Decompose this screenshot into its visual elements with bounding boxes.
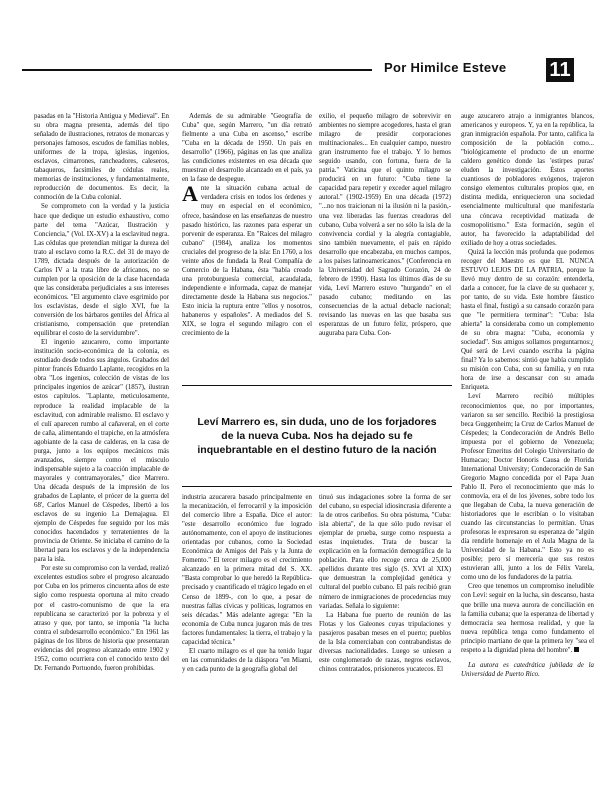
paragraph: El cuarto milagro es el que ha tenido lugar en las comunidades de la diáspora "en Miami, y en cada punto de la geografía global del — [182, 647, 312, 673]
paragraph: El ingenio azucarero, como importante institución socio-económica de la colonia, es estudiado desde todos sus ángulos. Grabados del pintor francés Eduardo Laplante, recogidos en la obra "Los ingenios, colección de vistas de los principales ingenios de azúcar" (1857), ilustran estos capítulos. "Laplante, meticulosamente, reproduce la realidad implacable de la esclavitud, con admirable realismo. El esclavo y el culí aparecen rumbo al cañaveral, en el corte de caña, alimentando el trapiche, en la atmósfera agobiante de la casa de calderas, en la casa de purga, junto a los equipos mecánicos más avanzados, siempre como el músculo indispensable sujeto a la coacción implacable de mayorales y contramayorales," dice Marrero. Una década después de la impresión de los grabados de Laplante, el prócer de la guerra del 68', Carlos Manuel de Céspedes, libertó a los esclavos de su ingenio La Demajagua. El ejemplo de Céspedes fue seguido por los más conocidos hacendados y terratenientes de la provincia de Oriente. Se iniciaba el camino de la libertad para los esclavos y de la independencia para la isla. — [34, 339, 169, 564]
paragraph: auge azucarero atrajo a inmigrantes blancos, americanos y europeos. Y, ya en la república, la gran inmigración española. Por tanto, califica la composición de la población como... "biológicamente el producto de un enorme caldero genético donde las 'estirpes puras' eluden la investigación. Éstos aportes cuantiosos de pobladores exógenos, trajeron consigo elementos culturales propios que, en distinta medida, enriquecieron una sociedad esencialmente multicultural que manifestaría una cóncava receptividad matizada de cosmopolitismo." Esta formación, según el autor, ha favorecido la adaptabilidad del exiliado de hoy a otras sociedades. — [461, 113, 594, 247]
paragraph-with-dropcap — [182, 181, 312, 338]
page-number: 11 — [546, 58, 574, 82]
column-1 — [34, 112, 169, 752]
paragraph: Quizá la lección más profunda que podemos recoger del Maestro es que EL NUNCA ESTUVO LEJOS DE LA PATRIA, porque la llevó muy dentro de su corazón: entenderla, darla a conocer, fue la clave de su quehacer y, por tanto, de su vida. Este hombre fáustico hasta el final, fustigó a su cansado corazón para que "le permitiera terminar": "Cuba: Isla abierta" la consideraba como un complemento de su obra magna: "Cuba, economía y sociedad". Sus amigos sollamos preguntarnos:¿ Qué será de Levi cuando escriba la página final? Ya lo sabemos: sintió que había cumplido su misión con Cuba, con su familia, y en ruta hora de irse a descansar con su amada Enriqueta. — [461, 248, 594, 392]
paragraph-text: nte la situación cubana actual de verdadera crisis en todos los órdenes y muy en especial en el económico, ofrece, basándose en las enseñanzas de nuestro pasado histórico, las razones para esperar un porvenir de esperanza. En "Raíces del milagro cubano" (1984), analiza los momentos cruciales del progreso de la isla: En 1760, a los veinte años de fundada la Real Compañía de Comercio de la Habana, ésta "había creado una protoburguesía comercial, acaudalada, independiente e informada, capaz de manejar directamente desde la Habana sus negocios." Esto inicia la ruptura entre "ellos y nosotros, habaneros y españoles". A mediados del S. XIX, se logra el segundo milagro con el crecimiento de la — [182, 185, 312, 338]
column-3-top — [319, 112, 451, 380]
paragraph — [461, 582, 594, 654]
column-3-bottom — [319, 493, 451, 755]
page-header — [0, 58, 603, 84]
paragraph: exilio, el pequeño milagro de sobrevivir en ambientes no siempre acogedores, hasta el gran milagro de presidir corporaciones multinacionales... En cualquier campo, nuestro gran instrumento fue el trabajo. Y lo hemos seguido usando, con fortuna, fuera de la patria." Vaticina que el quinto milagro se producirá en un futuro: "Cuba tiene la capacidad para repetir y exceder aquel milagro autoral." (1902-1959) En una década (1972) "...no nos traicionan ni la ilusión ni la pasión,- una vez liberadas las fuerzas creadoras del cubano, Cuba volverá a ser no sólo la isla de la convivencia cordial y la alegría contagiable, sino también nuevamente, el país en rápido desarrollo que encabezaba, en muchos campos, a los países latinoamericanos." (Conferencia en la Universidad del Sagrado Corazón, 24 de febrero de 1990). Hasta los últimos días de su vida, Leví Marrero estuvo "hurgando" en el pasado cubano; meditando en las consecuencias de la actual debacle nacional; revisando las nuevas en las que basaba sus esperanzas de un futuro feliz, próspero, que auguraba para Cuba. Con- — [319, 113, 451, 338]
paragraph: Por este su compromiso con la verdad, realizó excelentes estudios sobre el progreso alcanzado por Cuba en los primeros cincuenta años de este siglo como respuesta oportuna al mito creado por el castro-comunismo de que la era republicana se caracterizó por la pobreza y el atraso y que, por tanto, se imponía "la lucha contra el subdesarrollo económico." En 1961 las páginas de los libros de historia que presentaran evidencias del progreso alcanzado entre 1902 y 1952, como ocurriera con el conocido texto del Dr. Fernando Portuondo, fueron prohibidas. — [34, 565, 169, 672]
header-rule — [22, 69, 372, 71]
paragraph: La Habana fue puerto de reunión de las Flotas y los Galeones cuyas tripulaciones y pasajeros pasaban meses en el puerto; pueblos de la Isla comerciaban con contrabandistas de diversas nacionalidades. Luego se uniesen a este conglomerado de razas, negros esclavos, chinos contratados, prisioneros yucatecos. El — [319, 611, 451, 673]
pull-quote — [182, 385, 452, 487]
paragraph: Además de su admirable "Geografía de Cuba" que, según Marrero, "un día retrató fielmente a una Cuba en ascenso," escribe "Cuba en la década de 1950. Un país en desarrollo" (1966), páginas en las que analiza las condiciones existentes en esa década que muestran el desarrollo alcanzado en el país, ya en la fase de despegue. — [182, 113, 312, 184]
drop-cap: A — [182, 181, 198, 207]
column-2-top — [182, 112, 312, 380]
column-2-bottom — [182, 493, 312, 755]
column-4 — [461, 112, 594, 752]
paragraph: industria azucarera basado principalmente en la mecanización, el ferrocarril y la imposición del comercio libre a España. Dice el autor: "este desarrollo económico fue logrado autónomamente, con el apoyo de instituciones orientadas por cubanos, como la Sociedad Económica de Amigos del País y la Junta de Fomento." El tercer milagro es el crecimiento alcanzado en la primera mitad del S. XX. "Basta comprobar lo que heredó la República-precisado y cuantificado el trágico legado en el Censo de 1899-, con lo que, a pesar de nuestras fallas cívicas y políticas, logramos en seis décadas." Más adelante agrega: "En la economía de Cuba nunca jugaron más de tres factores fundamentales: la tierra, el trabajo y la capacidad técnica." — [182, 494, 312, 646]
paragraph: Leví Marrero recibió múltiples reconocimientos que, no por importantes, variaron su ser sencillo. Recibió la prestigiosa beca Guggenheim; la Cruz de Carlos Manuel de Céspedes; la Condecoración de Andrés Bello impuesta por el gobierno de Venezuela; Profesor Emeritus del Colegio Universitario de Humacao; Doctor Honoris Causa de Florida International University; Condecoración de San Gregorio Magno concedida por el Papa Juan Pablo II. Pero el reconocimiento que más lo conmovía, era el de los jóvenes, sobre todo los que llegaban de Cuba, la nueva generación de historiadores que le escribían o lo visitaban cuando las circunstancias lo permitían. Unas profesoras le expresaron su esperanza de "algún día rendirle homenaje en el Aula Magna de la Universidad de la Habana." Esto ya no es posible; pero sí merecería que sus restos estuvieran allí, junto a los de Félix Varela, como uno de los fundadores de la patria. — [461, 393, 594, 582]
paragraph: pasadas en la "Historia Antigua y Medieval". En su obra magna presenta, además del tipo señalado de ilustraciones, retratos de monarcas y personajes famosos, escudos de familias nobles, uniformes de la tropa, iglesias, ingenios, esclavos, cimarrones, rancheadores, caleseros, tabaqueros, facsímiles de cédulas reales, memorias de instituciones, y fundamentalmente, reproducción de documentos. Es decir, la conmoción de la Cuba colonial. — [34, 113, 169, 202]
author-note: La autora es catedrática jubilada de la Universidad de Puerto Rico. — [461, 661, 594, 678]
paragraph-text: Creo que tenemos un compromiso ineludible con Leví: seguir en la lucha, sin descanso, hasta que brille una nueva aurora de conciliación en la familia cubana; que la esperanza de libertad y democracia sea hermosa realidad, y que la nueva república tenga como fundamento el principio martiano de que la primera ley "sea el respeto a la dignidad plena del hombre". — [461, 583, 594, 654]
paragraph: Se comprometo con la verdad y la justicia hace que dedique un estudio exhaustivo, como parte del tema "Azúcar, Ilustración y Conciencia," (Vol. IX-XV) a la esclavitud negra. Las cédulas que pretendían mitigar la dureza del trato al esclavo como la R.C. del 31 de mayo de 1789, dictada después de la autorización de Carlos IV a la trata libre de africanos, no se cumplen por la oposición de la clase hacendada que las consideraba perjudiciales a sus intereses económicos. "El argumento clave esgrimido por los esclavistas, desde el siglo XVI, fue la conversión de los bárbaros gentiles del África al cristianismo, compensación que pretendían equilibrar el costo de la servidumbre". — [34, 203, 169, 338]
author-byline: Por Himilce Esteve — [384, 60, 507, 75]
pull-quote-text: Leví Marrero es, sin duda, uno de los forjadores de la nueva Cuba. Nos ha dejado su fe inquebrantable en el destino futuro de la nación — [197, 416, 437, 456]
paragraph: tinuó sus indagaciones sobre la forma de ser del cubano, su especial idiosincrasia diferente a la de otros caribeños. Su obra póstuma, "Cuba: isla abierta", de la que sólo pudo revisar el ejemplar de prueba, surge como respuesta a estas inquietudes. Trata de buscar la explicación en la formación demográfica de la población. Para ello recoge cerca de 25,000 apellidos durante tres siglo (S. XVI al XIX) que demuestran la complejidad genética y cultural del pueblo cubano. El país recibió gran número de inmigraciones de procedencias muy variadas. Señala lo siguiente: — [319, 494, 451, 610]
end-mark-icon — [574, 647, 579, 652]
